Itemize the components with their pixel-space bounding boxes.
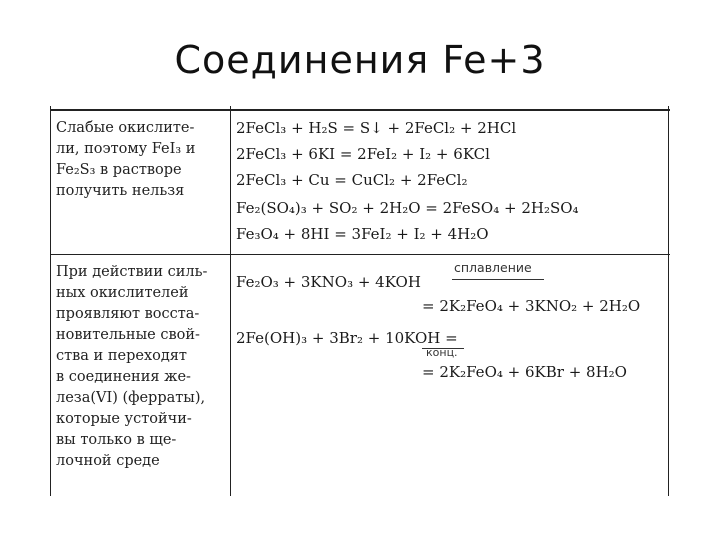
text-line: получить нельзя (56, 183, 185, 199)
equation-feoh3-br2-left: 2Fe(OH)₃ + 3Br₂ + 10KOH = (236, 329, 458, 347)
equation-fecl3-cu: 2FeCl₃ + Cu = CuCl₂ + 2FeCl₂ (236, 171, 468, 189)
equation-fe2o3-kno3-right: = 2K₂FeO₄ + 3KNO₂ + 2H₂O (422, 297, 641, 315)
condition-arrow-line (452, 279, 544, 280)
equation-fe2so43-so2: Fe₂(SO₄)₃ + SO₂ + 2H₂O = 2FeSO₄ + 2H₂SO₄ (236, 199, 579, 217)
table-border-right (668, 106, 669, 496)
text-line: ных окислителей (56, 285, 189, 301)
compounds-table (50, 106, 670, 496)
text-line: вы только в ще- (56, 432, 177, 448)
weak-oxidizers-text (56, 118, 226, 202)
table-border-left (50, 106, 51, 496)
condition-fusion: сплавление (454, 260, 532, 275)
text-line: в соединения же- (56, 369, 191, 385)
table-divider-row (50, 254, 670, 255)
equation-fe2o3-kno3-left: Fe₂O₃ + 3KNO₃ + 4KOH (236, 273, 421, 291)
text-line: При действии силь- (56, 264, 208, 280)
text-line: леза(VI) (ферраты), (56, 390, 206, 406)
equation-feoh3-br2-right: = 2K₂FeO₄ + 6KBr + 8H₂O (422, 363, 627, 381)
text-line: проявляют восста- (56, 306, 200, 322)
text-line: ли, поэтому FeI₃ и (56, 141, 196, 157)
equation-fecl3-h2s: 2FeCl₃ + H₂S = S↓ + 2FeCl₂ + 2HCl (236, 119, 517, 137)
table-border-top (50, 109, 670, 111)
slide-title: Соединения Fe+3 (174, 38, 546, 82)
strong-oxidizers-text (56, 262, 226, 472)
text-line: лочной среде (56, 453, 160, 469)
equation-fe3o4-hi: Fe₃O₄ + 8HI = 3FeI₂ + I₂ + 4H₂O (236, 225, 489, 243)
equation-fecl3-ki: 2FeCl₃ + 6KI = 2FeI₂ + I₂ + 6KCl (236, 145, 490, 163)
text-line: Слабые окислите- (56, 120, 195, 136)
condition-concentrated: конц. (426, 346, 458, 359)
table-divider-column (230, 106, 231, 496)
text-line: новительные свой- (56, 327, 200, 343)
text-line: которые устойчи- (56, 411, 192, 427)
text-line: Fe₂S₃ в растворе (56, 162, 182, 178)
text-line: ства и переходят (56, 348, 187, 364)
